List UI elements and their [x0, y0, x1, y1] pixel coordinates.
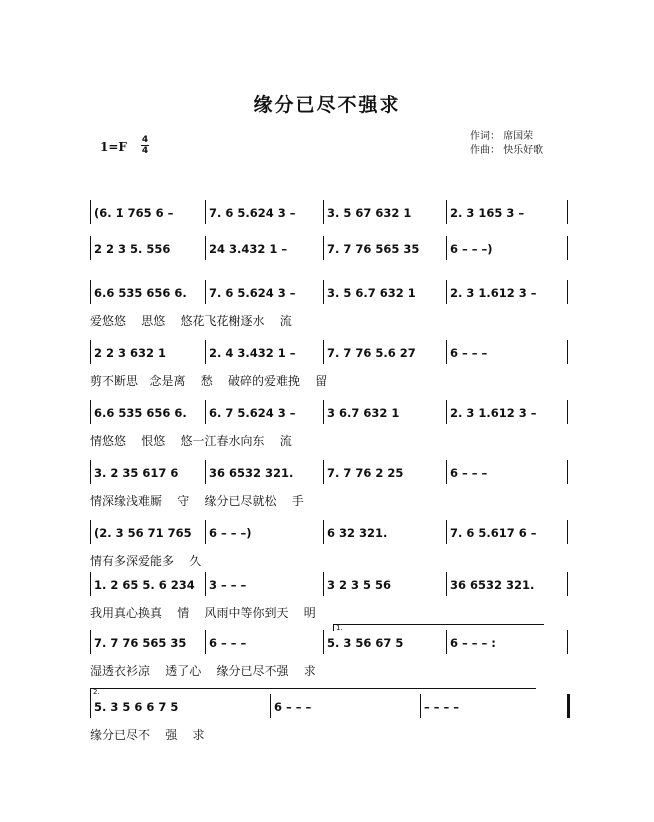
measure-notes: 7. 7 76 565 35 [94, 636, 187, 650]
bar-line [323, 572, 324, 596]
bar-line [446, 460, 447, 484]
bar-line [323, 200, 324, 224]
bar-line [205, 460, 206, 484]
lyricist-credit [470, 127, 533, 142]
measure-notes: 2 2 3 632 1 [94, 346, 167, 360]
lyric-text: 情悠悠 恨悠 悠一江春水向东 流 [90, 434, 292, 448]
lyric-text: 情有多深爱能多 久 [90, 554, 202, 568]
measure-notes: 5. 3 5 6 6 7 5 [94, 700, 179, 714]
measure-notes: 7. 7 76 2 25 [327, 466, 404, 480]
credit-label: 作曲： [470, 145, 500, 156]
bar-line [446, 200, 447, 224]
measure-notes: 6 – – –) [209, 526, 252, 540]
notation-system [0, 578, 654, 602]
bar-line [323, 280, 324, 304]
credit-label: 作词： [470, 131, 500, 142]
measure-notes: 6 – – –) [450, 242, 493, 256]
notation-system [0, 242, 654, 266]
bar-line [567, 630, 568, 654]
measure-notes: 6.6 535 656 6. [94, 406, 187, 420]
measure-notes: 36 6532 321. [209, 466, 294, 480]
measure-notes: 3 – – – [209, 578, 247, 592]
notation-system [0, 286, 654, 310]
volta-label: 2. [93, 688, 100, 696]
lyric-text: 情深缘浅难厮 守 缘分已尽就松 手 [90, 494, 304, 508]
bar-line [90, 236, 91, 260]
measure-notes: 6. 7 5.624 3 – [209, 406, 296, 420]
lyric-line [0, 492, 654, 510]
bar-line [205, 572, 206, 596]
bar-line [323, 630, 324, 654]
measure-notes: 24 3.432 1 – [209, 242, 288, 256]
bar-line [323, 400, 324, 424]
notation-system [0, 526, 654, 550]
measure-notes: – – – – [424, 700, 460, 714]
bar-line [90, 460, 91, 484]
measure-notes: (2. 3 56 71 765 [94, 526, 192, 540]
bar-line [90, 400, 91, 424]
bar-line [205, 340, 206, 364]
bar-line [567, 400, 568, 424]
bar-line [567, 572, 568, 596]
lyric-line [0, 604, 654, 622]
bar-line [205, 520, 206, 544]
bar-line [567, 460, 568, 484]
bar-line [90, 520, 91, 544]
measure-notes: 6 32 321. [327, 526, 388, 540]
bar-line [446, 572, 447, 596]
measure-notes: 6.6 535 656 6. [94, 286, 187, 300]
measure-notes: 3. 5 67 632 1 [327, 206, 412, 220]
bar-line [323, 236, 324, 260]
bar-line [567, 200, 568, 224]
bar-line [446, 236, 447, 260]
bar-line [446, 630, 447, 654]
measure-notes: 2. 3 165 3 – [450, 206, 525, 220]
bar-line [567, 694, 570, 718]
notation-system [0, 206, 654, 230]
key-signature: 1=F [100, 140, 127, 154]
measure-notes: 6 – – – : [450, 636, 496, 650]
lyric-line [0, 432, 654, 450]
lyric-line [0, 662, 654, 680]
bar-line [90, 694, 91, 718]
measure-notes: (6. 1̇ 765 6 – [94, 206, 174, 220]
bar-line [205, 200, 206, 224]
lyric-text: 我用真心换真 情 风雨中等你到天 明 [90, 606, 316, 620]
measure-notes: 3 6.7 632 1 [327, 406, 400, 420]
measure-notes: 3. 5 6.7 632 1 [327, 286, 416, 300]
lyric-line [0, 726, 654, 744]
measure-notes: 7. 7 76 565 35 [327, 242, 420, 256]
measure-notes: 7. 6 5.617 6 – [450, 526, 537, 540]
bar-line [420, 694, 421, 718]
bar-line [90, 572, 91, 596]
notation-system [0, 466, 654, 490]
bar-line [90, 340, 91, 364]
notation-system [0, 700, 654, 724]
measure-notes: 6 – – – [450, 466, 488, 480]
measure-notes: 7. 7 76 5.6 27 [327, 346, 416, 360]
measure-notes: 36 6532 321. [450, 578, 535, 592]
measure-notes: 6 – – – [450, 346, 488, 360]
bar-line [205, 630, 206, 654]
measure-notes: 7. 6 5.624 3 – [209, 286, 296, 300]
measure-notes: 3 2 3 5 56 [327, 578, 392, 592]
bar-line [90, 200, 91, 224]
bar-line [205, 280, 206, 304]
credit-name: 席国荣 [503, 131, 534, 142]
bar-line [205, 236, 206, 260]
bar-line [90, 630, 91, 654]
bar-line [90, 280, 91, 304]
bar-line [446, 280, 447, 304]
measure-notes: 6 – – – [209, 636, 247, 650]
notation-system [0, 406, 654, 430]
bar-line [567, 236, 568, 260]
measure-notes: 2. 3 1.612 3 – [450, 286, 537, 300]
bar-line [323, 520, 324, 544]
bar-line [205, 400, 206, 424]
time-signature-top: 4 [141, 135, 149, 145]
bar-line [323, 340, 324, 364]
lyric-line [0, 552, 654, 570]
bar-line [446, 340, 447, 364]
time-signature [140, 135, 150, 156]
credit-name: 快乐好歌 [503, 145, 544, 156]
volta-label: 1. [336, 624, 343, 632]
bar-line [323, 460, 324, 484]
lyric-text: 爱悠悠 思悠 悠花飞花榭逐水 流 [90, 314, 292, 328]
measure-notes: 1. 2 65 5. 6 234 [94, 578, 195, 592]
bar-line [446, 400, 447, 424]
time-signature-bottom: 4 [141, 146, 149, 156]
bar-line [446, 520, 447, 544]
composer-credit [470, 141, 543, 156]
measure-notes: 2. 3 1.612 3 – [450, 406, 537, 420]
bar-line [567, 520, 568, 544]
lyric-text: 缘分已尽不 强 求 [90, 728, 205, 742]
measure-notes: 3. 2 35 617 6 [94, 466, 179, 480]
measure-notes: 2 2 3 5. 556 [94, 242, 171, 256]
volta-bracket [90, 688, 536, 695]
measure-notes: 2. 4 3.432 1 – [209, 346, 296, 360]
volta-bracket [333, 624, 544, 631]
bar-line [270, 694, 271, 718]
measure-notes: 7. 6 5.624 3 – [209, 206, 296, 220]
bar-line [567, 340, 568, 364]
notation-system [0, 636, 654, 660]
lyric-line [0, 372, 654, 390]
lyric-line [0, 312, 654, 330]
bar-line [567, 280, 568, 304]
lyric-text: 剪不断思 念是离 愁 破碎的爱难挽 留 [90, 374, 328, 388]
measure-notes: 6 – – – [274, 700, 312, 714]
lyric-text: 湿透衣衫凉 透了心 缘分已尽不强 求 [90, 664, 316, 678]
song-title: 缘分已尽不强求 [253, 94, 401, 116]
notation-system [0, 346, 654, 370]
measure-notes: 5. 3 56 67 5 [327, 636, 404, 650]
